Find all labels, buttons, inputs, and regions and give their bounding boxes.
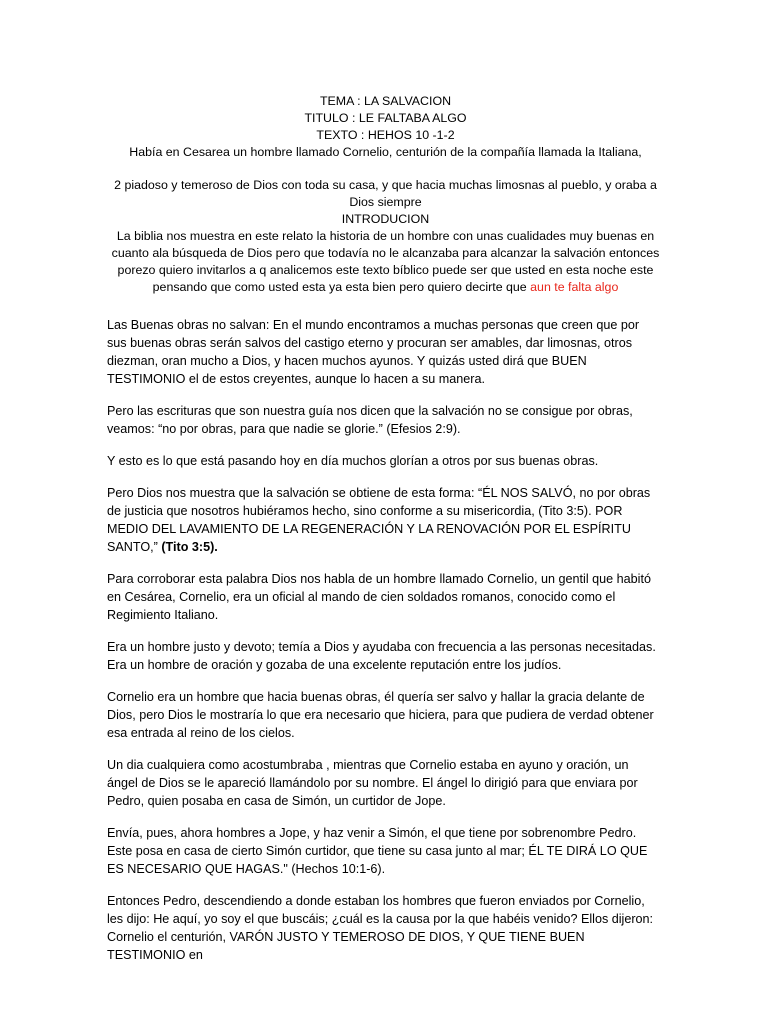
paragraph-4 — [107, 484, 659, 556]
spacer — [108, 161, 663, 177]
sermon-header — [108, 93, 663, 296]
intro-text: La biblia nos muestra en este relato la historia de un hombre con unas cualidades muy buenas en cuanto ala búsqueda de Dios pero que todavía no le alcanzaba para alcanzar la salvación entonces porezo quiero invitarlos a q analicemos este texto bíblico puede ser que usted en esta noche este pensando que como usted esta ya esta bien pero quiero decirte que — [111, 229, 660, 294]
paragraph-7: Cornelio era un hombre que hacia buenas obras, él quería ser salvo y hallar la gracia delante de Dios, pero Dios le mostraría lo que era necesario que hiciera, para que pudiera de verdad obtener esa entrada al reino de los cielos. — [107, 690, 654, 740]
tema-line: TEMA : LA SALVACION — [319, 94, 452, 108]
paragraph-9: Envía, pues, ahora hombres a Jope, y haz venir a Simón, el que tiene por sobrenombre Pedro. Este posa en casa de cierto Simón curtidor, que tiene su casa junto al mar; ÉL TE DIRÁ LO QUE ES NECESARIO QUE HAGAS." (Hechos 10:1-6). — [107, 826, 648, 876]
paragraph-2: Pero las escrituras que son nuestra guía nos dicen que la salvación no se consigue por obras, veamos: “no por obras, para que nadie se glorie.” (Efesios 2:9). — [107, 404, 633, 436]
verse-2: 2 piadoso y temeroso de Dios con toda su casa, y que hacia muchas limosnas al pueblo, y oraba a Dios siempre — [114, 178, 657, 209]
paragraph-4-reference: (Tito 3:5). — [161, 540, 218, 554]
intro-highlight: aun te falta algo — [530, 280, 619, 294]
paragraph-4-text: Pero Dios nos muestra que la salvación se obtiene de esta forma: “ÉL NOS SALVÓ, no por obras de justicia que nosotros hubiéramos hecho, sino conforme a su misericordia, (Tito 3:5). POR MEDIO DEL LAVAMIENTO DE LA REGENERACIÓN Y LA RENOVACIÓN POR EL ESPÍRITU SANTO,” — [107, 486, 651, 554]
titulo-line: TITULO : LE FALTABA ALGO — [304, 111, 467, 125]
intro-title: INTRODUCION — [341, 212, 430, 226]
paragraph-10: Entonces Pedro, descendiendo a donde estaban los hombres que fueron enviados por Cornelio, les dijo: He aquí, yo soy el que buscáis; ¿cuál es la causa por la que habéis venido? Ellos dijeron: Cornelio el centurión, VARÓN JUSTO Y TEMEROSO DE DIOS, Y QUE TIENE BUEN TESTIMONIO en — [107, 894, 654, 962]
paragraph-5: Para corroborar esta palabra Dios nos habla de un hombre llamado Cornelio, un gentil que habitó en Cesárea, Cornelio, era un oficial al mando de cien soldados romanos, conocido como el Regimiento Italiano. — [107, 572, 651, 622]
paragraph-8: Un dia cualquiera como acostumbraba , mientras que Cornelio estaba en ayuno y oración, un ángel de Dios se le apareció llamándolo por su nombre. El ángel lo dirigió para que enviara por Pedro, quien posaba en casa de Simón, un curtidor de Jope. — [107, 758, 638, 808]
intro-paragraph — [108, 228, 663, 296]
texto-line: TEXTO : HEHOS 10 -1-2 — [316, 128, 455, 142]
paragraph-3: Y esto es lo que está pasando hoy en día muchos glorían a otros por sus buenas obras. — [107, 454, 599, 468]
paragraph-6: Era un hombre justo y devoto; temía a Dios y ayudaba con frecuencia a las personas necesitadas. Era un hombre de oración y gozaba de una excelente reputación entre los judíos. — [107, 640, 656, 672]
sermon-body — [107, 316, 659, 978]
verse-1: Había en Cesarea un hombre llamado Cornelio, centurión de la compañía llamada la Italiana, — [129, 145, 642, 159]
paragraph-1: Las Buenas obras no salvan: En el mundo encontramos a muchas personas que creen que por sus buenas obras serán salvos del castigo eterno y procuran ser amables, dar limosnas, otros diezman, oran mucho a Dios, y hacen muchos ayunos. Y quizás usted dirá que BUEN TESTIMONIO el de estos creyentes, aunque lo hacen a su manera. — [107, 318, 640, 386]
